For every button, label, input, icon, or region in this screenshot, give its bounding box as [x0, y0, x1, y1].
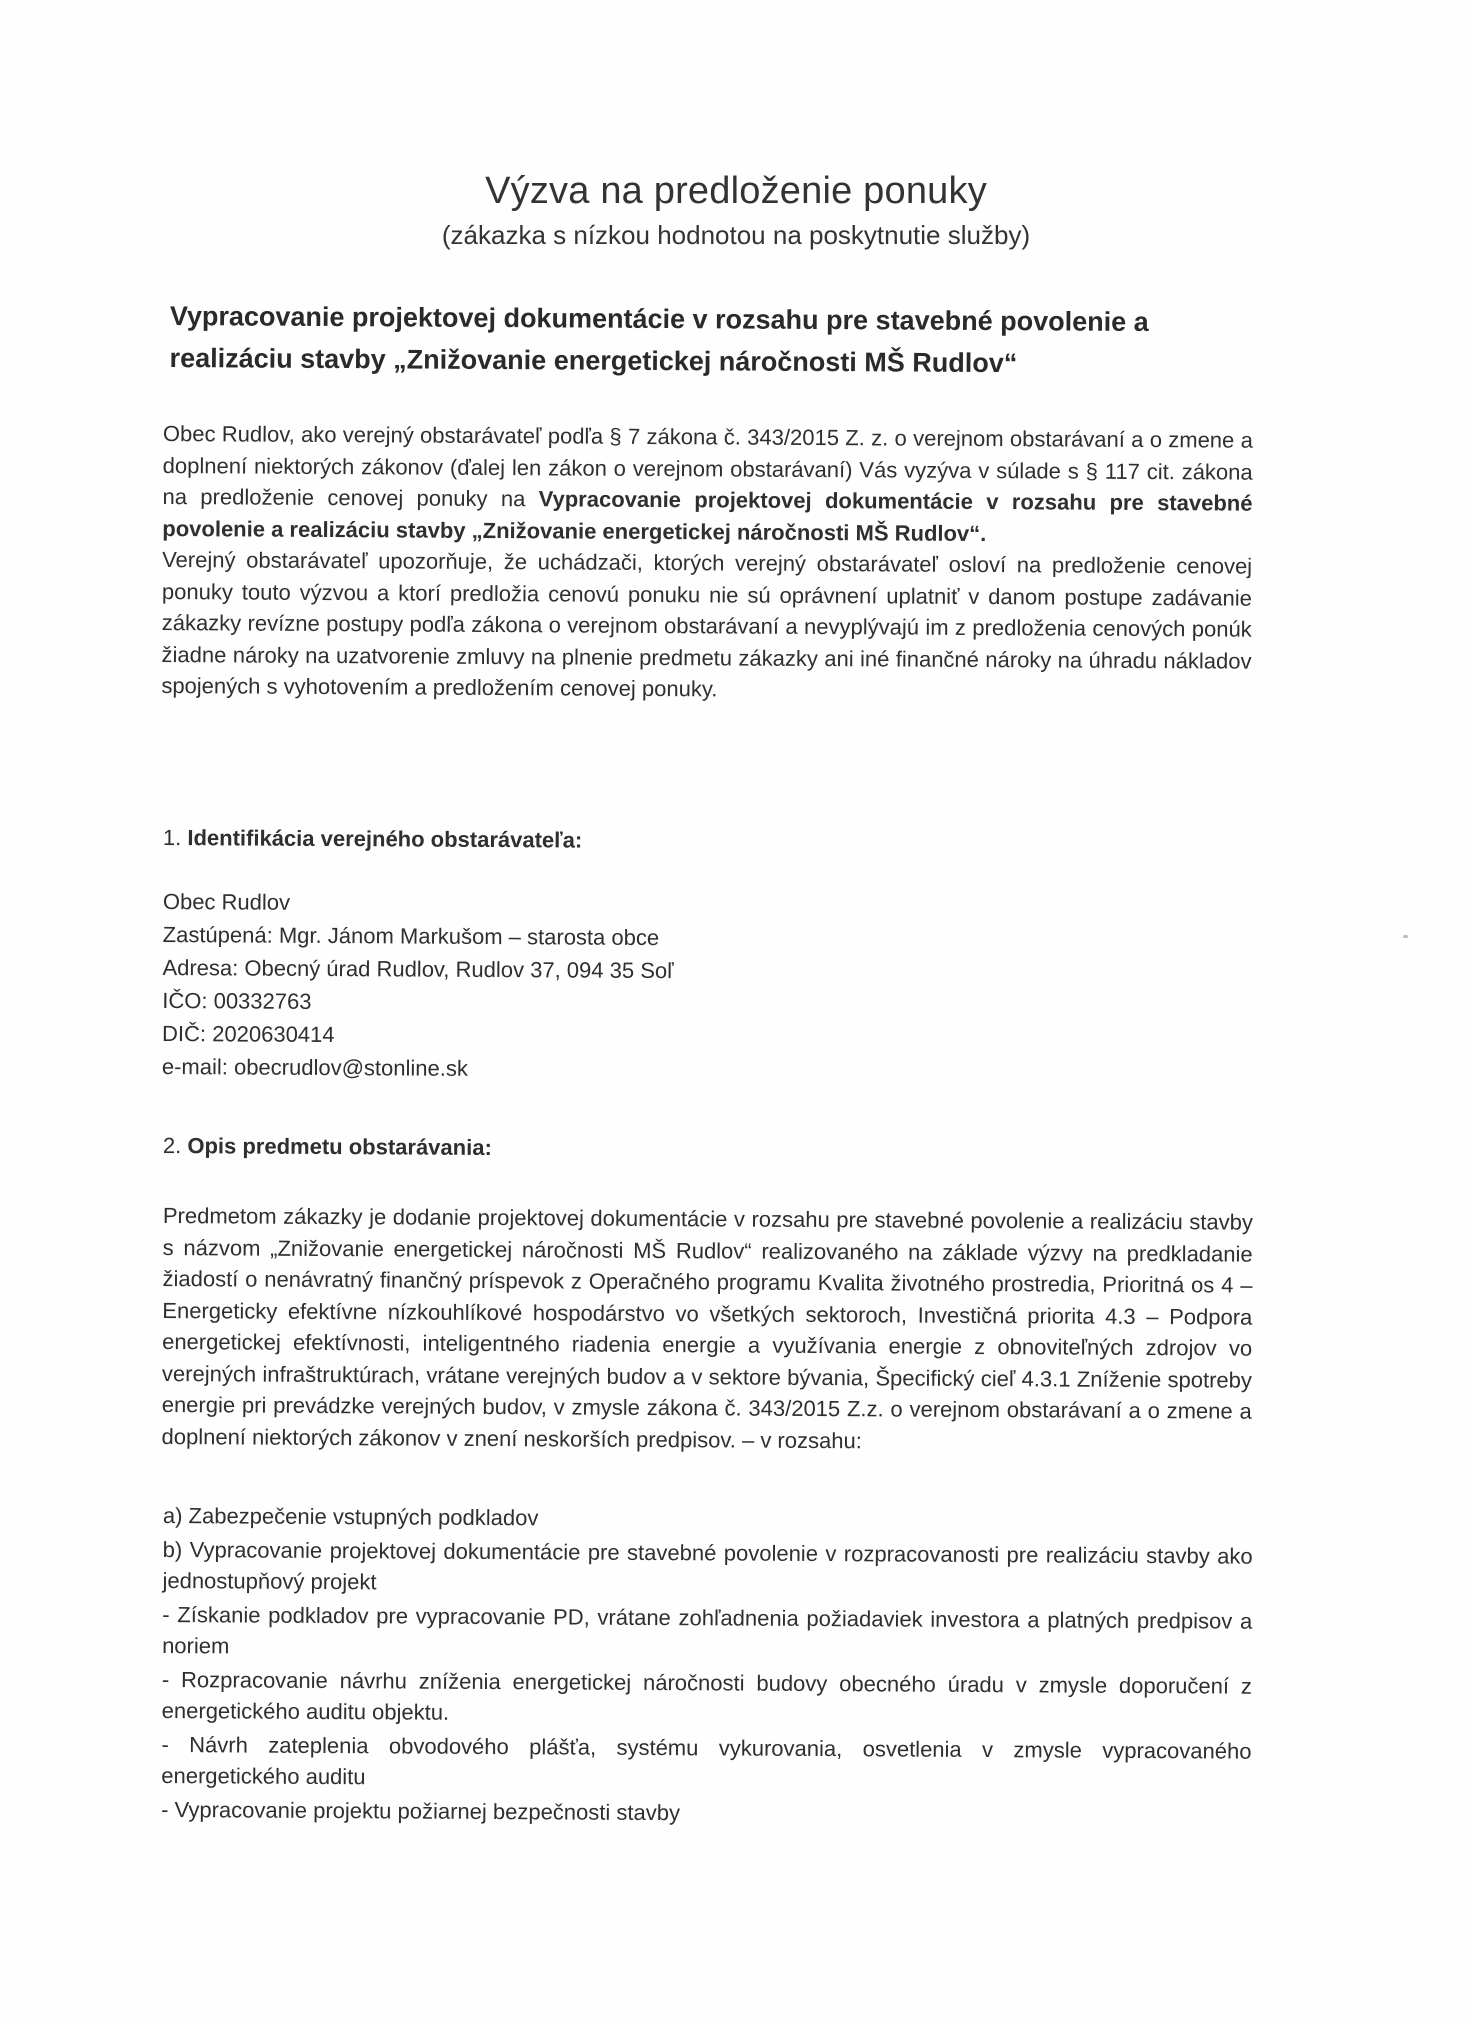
section-1-number: 1.	[162, 825, 182, 851]
intro-text: Obec Rudlov, ako verejný obstarávateľ podľa § 7 zákona č. 343/2015 Z. z. o verejnom obstarávaní a o zmene a doplnení niektorých zákonov (ďalej len zákon o verejnom obstarávaní) Vás vyzýva v súlade s § 117 cit. zákona na predloženie cenovej ponuky na	[162, 420, 1253, 512]
scope-item: - Vypracovanie projektu požiarnej bezpečnosti stavby	[161, 1796, 681, 1825]
authority-representative: Zastúpená: Mgr. Jánom Markušom – starosta obce	[162, 921, 660, 951]
intro-section	[161, 418, 1253, 708]
section-1-heading	[163, 825, 582, 854]
section-1-title: Identifikácia verejného obstarávateľa:	[187, 825, 583, 853]
notice-paragraph: Verejný obstarávateľ upozorňuje, že uchádzači, ktorých verejný obstarávateľ osloví na predloženie cenovej ponuky touto výzvou a ktorí predložia cenovú ponuku nie sú oprávnení uplatniť v danom postupe zadávanie zákazky revízne postupy podľa zákona o verejnom obstarávaní a nevyplývajú im z predloženia cenových ponúk žiadne nároky na uzatvorenie zmluvy na plnenie predmetu zákazky ani iné finančné nároky na úhradu nákladov spojených s vyhotovením a predložením cenovej ponuky.	[161, 546, 1253, 702]
intro-paragraph	[162, 418, 1253, 551]
subject-description-text: Predmetom zákazky je dodanie projektovej dokumentácie v rozsahu pre stavebné povolenie a realizáciu stavby s názvom „Znižovanie energetickej náročnosti MŠ Rudlov“ realizovaného na základe výzvy na predkladanie žiadostí o nenávratný finančný príspevok z Operačného programu Kvalita životného prostredia, Prioritná os 4 – Energeticky efektívne nízkouhlíkové hospodárstvo vo všetkých sektoroch, Investičná priorita 4.3 – Podpora energetickej efektívnosti, inteligentného riadenia energie a využívania energie z obnoviteľných zdrojov vo verejných infraštruktúrach, vrátane verejných budov a v sektore bývania, Špecifický cieľ 4.3.1 Zníženie spotreby energie pri prevádzke verejných budov, v zmysle zákona č. 343/2015 Z.z. o verejnom obstarávaní a o zmene a doplnení niektorých zákonov v znení neskorších predpisov. – v rozsahu:	[161, 1203, 1253, 1453]
authority-dic: DIČ: 2020630414	[162, 1020, 335, 1048]
contracting-authority-details	[162, 885, 674, 1086]
section-2-number: 2.	[162, 1133, 182, 1159]
authority-name: Obec Rudlov	[162, 888, 291, 915]
authority-email: e-mail: obecrudlov@stonline.sk	[161, 1053, 468, 1081]
authority-ico: IČO: 00332763	[162, 987, 312, 1014]
authority-address: Adresa: Obecný úrad Rudlov, Rudlov 37, 094 35 Soľ	[162, 954, 674, 984]
intro-bold-text: Vypracovanie projektovej dokumentácie v rozsahu pre stavebné povolenie a realizáciu stavby „Znižovanie energetickej náročnosti MŠ Rudlov“.	[162, 486, 1253, 546]
scope-item: - Návrh zateplenia obvodového plášťa, systému vykurovania, osvetlenia v zmysle vypracovaného energetického auditu	[161, 1731, 1252, 1790]
section-2-title: Opis predmetu obstarávania:	[187, 1133, 492, 1161]
scan-speck	[1403, 935, 1408, 938]
scope-item: - Rozpracovanie návrhu zníženia energetickej náročnosti budovy obecného úradu v zmysle doporučení z energetického auditu objektu.	[161, 1666, 1252, 1725]
scope-item: a) Zabezpečenie vstupných podkladov	[162, 1503, 539, 1531]
contract-heading: Vypracovanie projektovej dokumentácie v rozsahu pre stavebné povolenie a realizáciu stavby „Znižovanie energetickej náročnosti MŠ Rudlov“	[169, 300, 1149, 379]
scope-item: - Získanie podkladov pre vypracovanie PD, vrátane zohľadnenia požiadaviek investora a platných predpisov a noriem	[162, 1601, 1253, 1659]
subject-description	[161, 1200, 1253, 1459]
scope-list	[161, 1500, 1253, 1834]
section-2-heading	[163, 1133, 492, 1161]
document-subtitle: (zákazka s nízkou hodnotou na poskytnutie služby)	[441, 220, 1031, 250]
document-title: Výzva na predloženie ponuky	[485, 170, 987, 212]
scope-item: b) Vypracovanie projektovej dokumentácie pre stavebné povolenie v rozpracovanosti pre realizáciu stavby ako jednostupňový projekt	[162, 1536, 1253, 1595]
